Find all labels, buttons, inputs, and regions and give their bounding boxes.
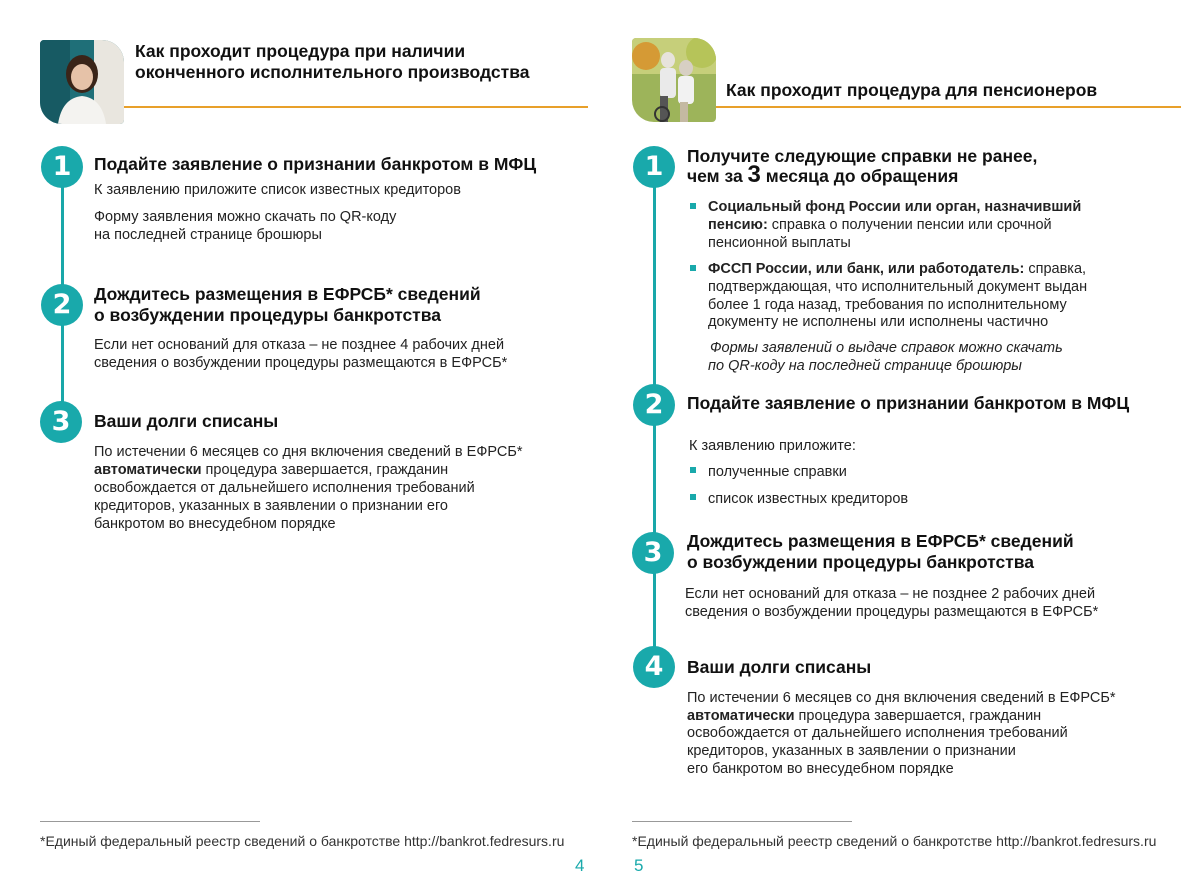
- step-3-text-line1: Если нет оснований для отказа – не позднее 2 рабочих дней: [685, 586, 1096, 602]
- step-2-title-line1: Дождитесь размещения в ЕФРСБ* сведений: [94, 284, 481, 304]
- step-3-bold: автоматически: [94, 462, 202, 478]
- step-4-line2: [687, 707, 1041, 725]
- step-number-2: 2: [41, 284, 83, 326]
- page-title: Как проходит процедура при наличии оконченного исполнительного производства: [135, 41, 530, 82]
- right-page: [596, 0, 1193, 889]
- step-3-line4: кредиторов, указанных в заявлении о признании его: [94, 498, 448, 514]
- step-number-1: 1: [41, 146, 83, 188]
- step-1-title-b: месяца до обращения: [760, 166, 959, 186]
- footnote-rule: [40, 821, 260, 822]
- step-4-title: Ваши долги списаны: [687, 657, 872, 677]
- step-3-line2-rest: процедура завершается, гражданин: [201, 462, 449, 478]
- pensioners-photo: [632, 38, 716, 122]
- bullet-1-line3: пенсионной выплаты: [708, 235, 851, 251]
- step-number-3: 3: [40, 401, 82, 443]
- step-3-title: Ваши долги списаны: [94, 411, 279, 431]
- bullet-2-line2: подтверждающая, что исполнительный документ выдан: [708, 279, 1088, 295]
- step-1-title-line1: Получите следующие справки не ранее,: [687, 146, 1038, 166]
- bullet-marker: [690, 467, 696, 473]
- step-number-1: 1: [633, 146, 675, 188]
- step-3-line3: освобождается от дальнейшего исполнения требований: [94, 480, 475, 496]
- step-4-line4: кредиторов, указанных в заявлении о признании: [687, 743, 1016, 759]
- step-3-text-line2: сведения о возбуждении процедуры размещаются в ЕФРСБ*: [685, 604, 1099, 620]
- bullet-1-rest2: справка о получении пенсии или срочной: [767, 217, 1052, 233]
- step-1-note-line2: на последней странице брошюры: [94, 227, 322, 243]
- step-2-bullet-1: полученные справки: [708, 464, 847, 480]
- woman-photo: [40, 40, 124, 124]
- step-1-title-number: 3: [747, 161, 761, 188]
- footnote: [632, 833, 1156, 849]
- step-2-title: Подайте заявление о признании банкротом в МФЦ: [687, 393, 1130, 413]
- bullet-2-line1: [708, 260, 1086, 278]
- step-1-text: К заявлению приложите список известных кредиторов: [94, 182, 461, 198]
- page-title: Как проходит процедура для пенсионеров: [726, 80, 1098, 100]
- bullet-2-line4: документу не исполнены или исполнены частично: [708, 314, 1049, 330]
- step-4-line5: его банкротом во внесудебном порядке: [687, 761, 954, 777]
- step-1-title-a: чем за: [687, 166, 748, 186]
- step-2-intro: К заявлению приложите:: [689, 438, 856, 454]
- step-1-title: Подайте заявление о признании банкротом в МФЦ: [94, 154, 537, 174]
- step-3-line5: банкротом во внесудебном порядке: [94, 516, 336, 532]
- bullet-1-line1: [708, 198, 1081, 216]
- step-3-title-line1: Дождитесь размещения в ЕФРСБ* сведений: [687, 531, 1074, 551]
- step-1-note-line1: Формы заявлений о выдаче справок можно скачать: [710, 340, 1063, 356]
- bullet-1-bold2: пенсию:: [708, 217, 768, 233]
- bullet-marker: [690, 494, 696, 500]
- step-2-title-line2: о возбуждении процедуры банкротства: [94, 305, 442, 325]
- page-number: 5: [634, 856, 644, 875]
- step-4-bold: автоматически: [687, 708, 795, 724]
- step-1-note-line2: по QR-коду на последней странице брошюры: [708, 358, 1022, 374]
- step-2-text-line1: Если нет оснований для отказа – не позднее 4 рабочих дней: [94, 337, 505, 353]
- page-number: 4: [575, 856, 585, 875]
- bullet-1-line2: [708, 216, 1052, 234]
- step-3-line2: [94, 461, 448, 479]
- step-2-text-line2: сведения о возбуждении процедуры размещаются в ЕФРСБ*: [94, 355, 508, 371]
- bullet-marker: [690, 203, 696, 209]
- footnote: [40, 833, 564, 849]
- bullet-2-rest: справка,: [1024, 261, 1087, 277]
- step-number-3: 3: [632, 532, 674, 574]
- bullet-2-bold: ФССП России, или банк, или работодатель:: [708, 261, 1025, 277]
- header-rule: [124, 106, 588, 108]
- step-number-2: 2: [633, 384, 675, 426]
- step-1-note-line1: Форму заявления можно скачать по QR-коду: [94, 209, 397, 225]
- left-page: [0, 0, 596, 889]
- step-3-line1: По истечении 6 месяцев со дня включения сведений в ЕФРСБ*: [94, 444, 523, 460]
- header-rule: [716, 106, 1181, 108]
- step-4-line1: По истечении 6 месяцев со дня включения сведений в ЕФРСБ*: [687, 690, 1116, 706]
- step-2-bullet-2: список известных кредиторов: [708, 491, 909, 507]
- step-number-4: 4: [633, 646, 675, 688]
- step-1-title-line2: [687, 161, 959, 188]
- footnote-rule: [632, 821, 852, 822]
- step-3-title-line2: о возбуждении процедуры банкротства: [687, 552, 1035, 572]
- step-4-line3: освобождается от дальнейшего исполнения требований: [687, 725, 1068, 741]
- step-4-line2-rest: процедура завершается, гражданин: [794, 708, 1042, 724]
- bullet-1-bold1: Социальный фонд России или орган, назначивший: [708, 199, 1082, 215]
- footnote-text: *Единый федеральный реестр сведений о банкротстве http://bankrot.fedresurs.ru: [40, 833, 565, 849]
- bullet-2-line3: более 1 года назад, требования по исполнительному: [708, 297, 1067, 313]
- bullet-marker: [690, 265, 696, 271]
- footnote-text: *Единый федеральный реестр сведений о банкротстве http://bankrot.fedresurs.ru: [632, 833, 1157, 849]
